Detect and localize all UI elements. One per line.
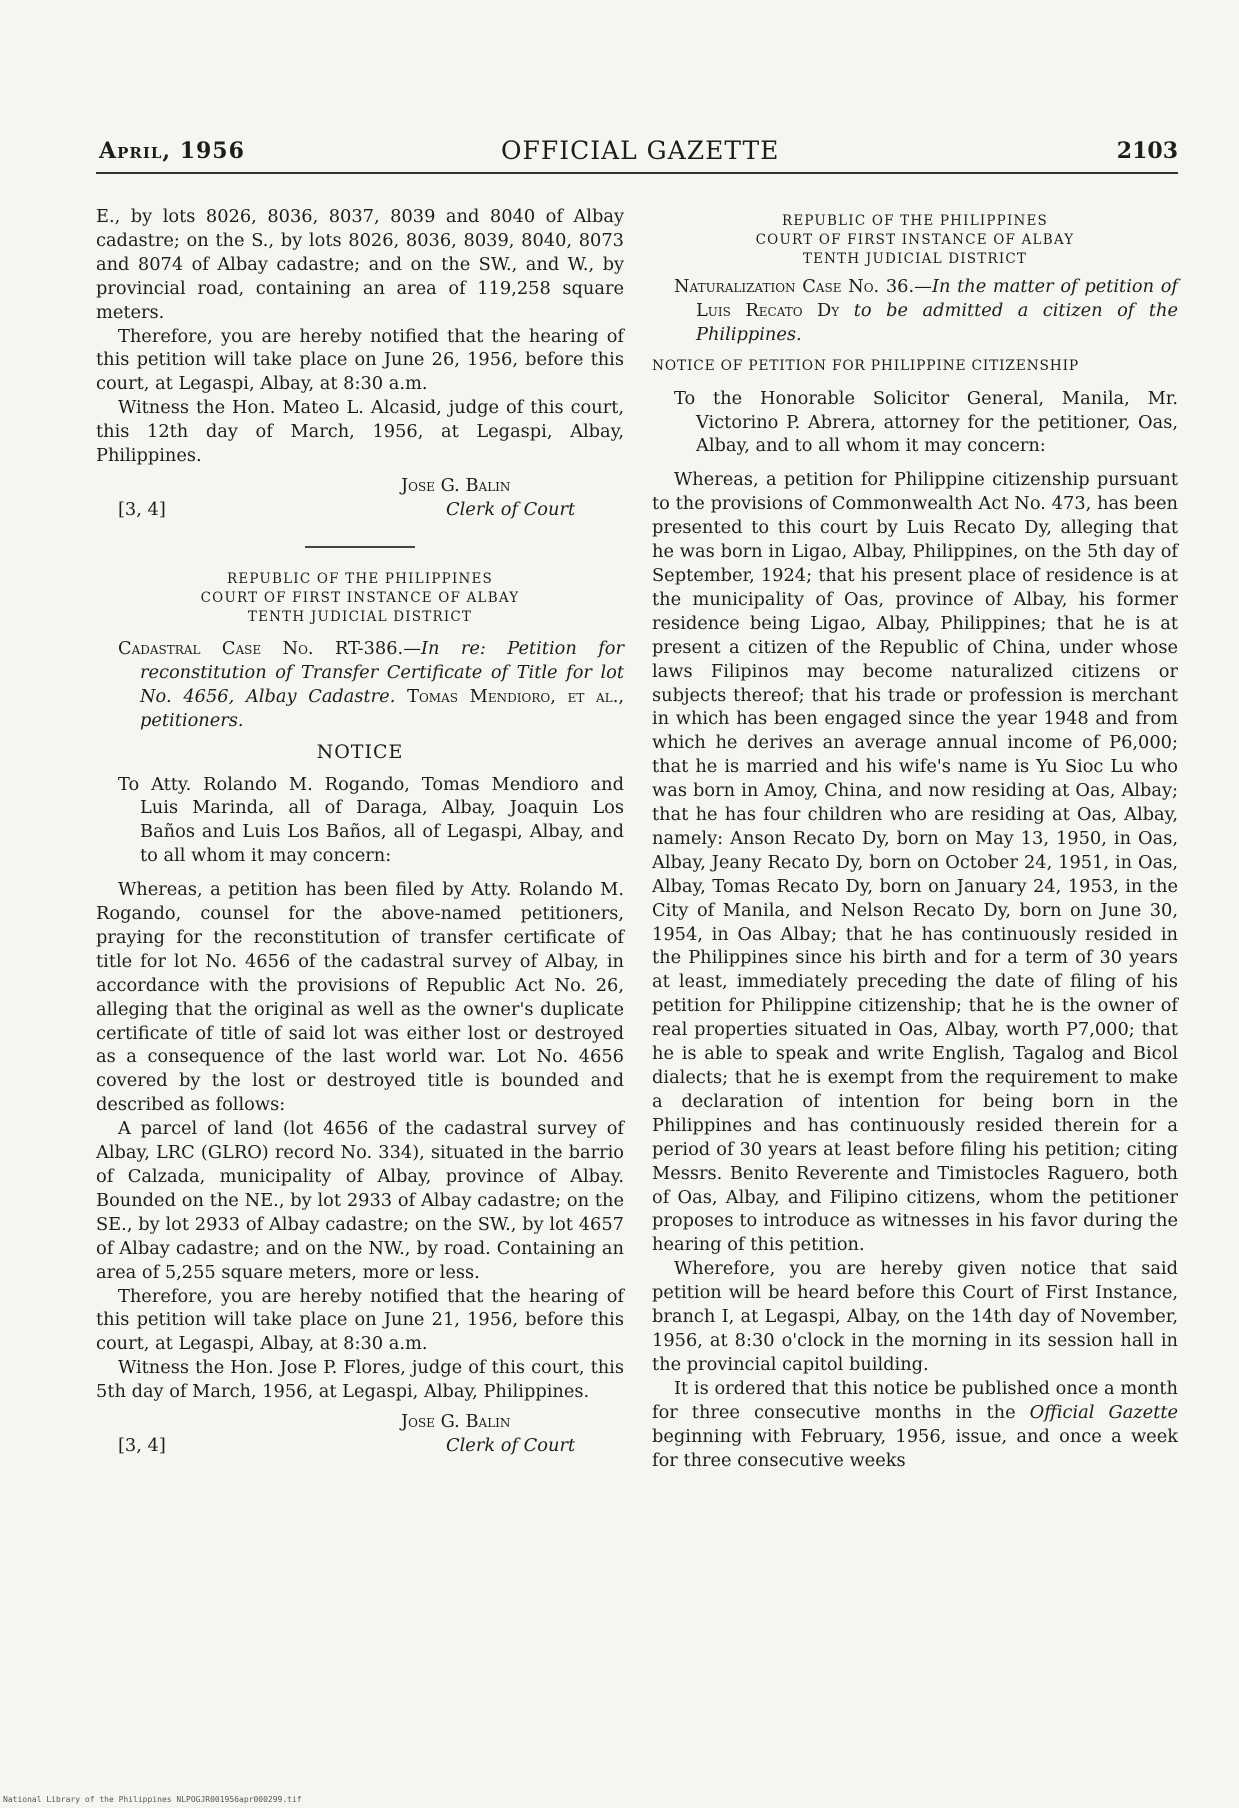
publication-name: Official Gazette	[1029, 1401, 1179, 1423]
case-petitioners: Tomas Mendioro, et al.,	[407, 685, 624, 707]
paragraph-text: beginning with February, 1956, issue, and once a week for three consecutive weeks	[652, 1425, 1178, 1471]
scan-footer: National Library of the Philippines NLPOGJR001956apr000299.tif	[3, 1795, 302, 1804]
paragraph: Therefore, you are hereby notified that the hearing of this petition will take place on June 26, 1956, before this court, at Legaspi, Albay, at 8:30 a.m.	[96, 325, 624, 395]
petitioner-name: Luis Recato Dy	[696, 299, 840, 321]
paragraph: E., by lots 8026, 8036, 8037, 8039 and 8040 of Albay cadastre; on the S., by lots 8026, 8036, 8039, 8040, 8073 and 8074 of Albay cadastre; and on the SW., and W., by provincial road, containing an area of 119,258 square meters.	[96, 206, 624, 323]
paragraph: A parcel of land (lot 4656 of the cadastral survey of Albay, LRC (GLRO) record No. 334), situated in the barrio of Calzada, municipality of Albay, province of Albay. Bounded on the NE., by lot 2933 of Albay cadastre; on the SE., by lot 2933 of Albay cadastre; on the SW., by lot 4657 of Albay cadastre; and on the NW., by road. Containing an area of 5,255 square meters, more or less.	[96, 1118, 624, 1283]
signature-block	[96, 1410, 624, 1462]
paragraph: Whereas, a petition for Philippine citizenship pursuant to the provisions of Commonwealth Act No. 473, has been presented to this court by Luis Recato Dy, alleging that he was born in Ligao, Albay, Philippines, on the 5th day of September, 1924; that his present place of residence is at the municipality of Oas, province of Albay, his former residence being Ligao, Albay, Philippines; that he is at present a citizen of the Republic of China, under whose laws Filipinos may become naturalized citizens or subjects thereof; that his trade or profession is merchant in which has been engaged since the year 1948 and from which he derives an average annual income of P6,000; that he is married and his wife's name is Yu Sioc Lu who was born in Amoy, China, and now residing at Oas, Albay; that he has four children who are residing at Oas, Albay, namely: Anson Recato Dy, born on May 13, 1950, in Oas, Albay, Jeany Recato Dy, born on October 24, 1951, in Oas, Albay, Tomas Recato Dy, born on January 24, 1953, in the City of Manila, and Nelson Recato Dy, born on June 30, 1954, in Oas Albay; that he has continuously resided in the Philippines since his birth and for a term of 30 years at least, immediately preceding the date of filing of his petition for Philippine citizenship; that he is the owner of real properties situated in Oas, Albay, worth P7,000; that he is able to speak and write English, Tagalog and Bicol dialects; that he is exempt from the requirement to make a declaration of intention for being born in the Philippines and has continuously resided therein for a period of 30 years at least before filing his petition; citing Messrs. Benito Reverente and Timistocles Raguero, both of Oas, Albay, and Filipino citizens, whom the petitioner proposes to introduce as witnesses in his favor during the hearing of this petition.	[652, 469, 1178, 1256]
case-label: Naturalization Case No. 36.	[674, 276, 915, 297]
signer-title: Clerk of Court	[446, 1435, 576, 1457]
paragraph: Witness the Hon. Mateo L. Alcasid, judge of this court, this 12th day of March, 1956, at Legaspi, Albay, Philippines.	[96, 397, 624, 467]
page-number: 2103	[1116, 138, 1178, 164]
court-heading	[96, 570, 624, 627]
right-column	[652, 212, 1178, 1472]
section-divider	[305, 546, 415, 548]
court-heading-line: TENTH JUDICIAL DISTRICT	[247, 608, 473, 625]
paragraph: Wherefore, you are hereby given notice that said petition will be heard before this Court of First Instance, branch I, at Legaspi, Albay, on the 14th day of November, 1956, at 8:30 o'clock in the morning in its session hall in the provincial capitol building.	[652, 1258, 1178, 1375]
issue-reference: [3, 4]	[118, 498, 166, 520]
addressees: To the Honorable Solicitor General, Manila, Mr. Victorino P. Abrera, attorney for the petitioner, Oas, Albay, and to all whom it may concern:	[674, 387, 1178, 457]
left-column	[96, 205, 624, 1462]
signer-name: Jose G. Balin	[401, 1411, 511, 1433]
signature-block	[96, 474, 624, 526]
paragraph: Witness the Hon. Jose P. Flores, judge of this court, this 5th day of March, 1956, at Legaspi, Albay, Philippines.	[96, 1357, 624, 1403]
paragraph	[652, 1377, 1178, 1473]
issue-reference: [3, 4]	[118, 1435, 166, 1457]
notice-subheading: NOTICE OF PETITION FOR PHILIPPINE CITIZENSHIP	[652, 357, 1079, 374]
court-heading	[652, 212, 1178, 269]
notice-heading: NOTICE	[316, 740, 404, 763]
signer-name: Jose G. Balin	[401, 474, 511, 496]
issue-date: April, 1956	[99, 138, 245, 164]
paragraph-text: It is ordered that this notice be published once a month for three consecutive months in the	[652, 1377, 1178, 1423]
case-label: Cadastral Case No. RT-386.	[118, 637, 404, 659]
court-heading-line: COURT OF FIRST INSTANCE OF ALBAY	[755, 232, 1075, 248]
court-heading-line: TENTH JUDICIAL DISTRICT	[802, 251, 1028, 267]
case-description: —In re: Petition for reconstitution of Transfer Certificate of Title for lot No. 4656, Albay Cadastre.	[140, 637, 624, 707]
case-petitioners-suffix: petitioners.	[140, 709, 244, 731]
case-caption	[652, 275, 1178, 347]
case-description-end: to be admitted a citizen of the Philippines.	[696, 299, 1179, 345]
addressees: To Atty. Rolando M. Rogando, Tomas Mendioro and Luis Marinda, all of Daraga, Albay, Joaquin Los Baños and Luis Los Baños, all of Legaspi, Albay, and to all whom it may concern:	[118, 773, 624, 867]
paragraph: Whereas, a petition has been filed by Atty. Rolando M. Rogando, counsel for the above-named petitioners, praying for the reconstitution of transfer certificate of title for lot No. 4656 of the cadastral survey of Albay, in accordance with the provisions of Republic Act No. 26, alleging that the original as well as the owner's duplicate certificate of title of said lot was either lost or destroyed as a consequence of the last world war. Lot No. 4656 covered by the lost or destroyed title is bounded and described as follows:	[96, 879, 624, 1116]
publication-title: OFFICIAL GAZETTE	[501, 136, 780, 165]
case-caption	[96, 637, 624, 733]
header-rule	[96, 172, 1178, 174]
case-description: —In the matter of petition of	[914, 276, 1179, 297]
court-heading-line: REPUBLIC OF THE PHILIPPINES	[226, 570, 494, 587]
court-heading-line: COURT OF FIRST INSTANCE OF ALBAY	[200, 589, 520, 606]
signer-title: Clerk of Court	[446, 498, 576, 520]
court-heading-line: REPUBLIC OF THE PHILIPPINES	[781, 213, 1049, 229]
paragraph: Therefore, you are hereby notified that the hearing of this petition will take place on June 21, 1956, before this court, at Legaspi, Albay, at 8:30 a.m.	[96, 1285, 624, 1355]
